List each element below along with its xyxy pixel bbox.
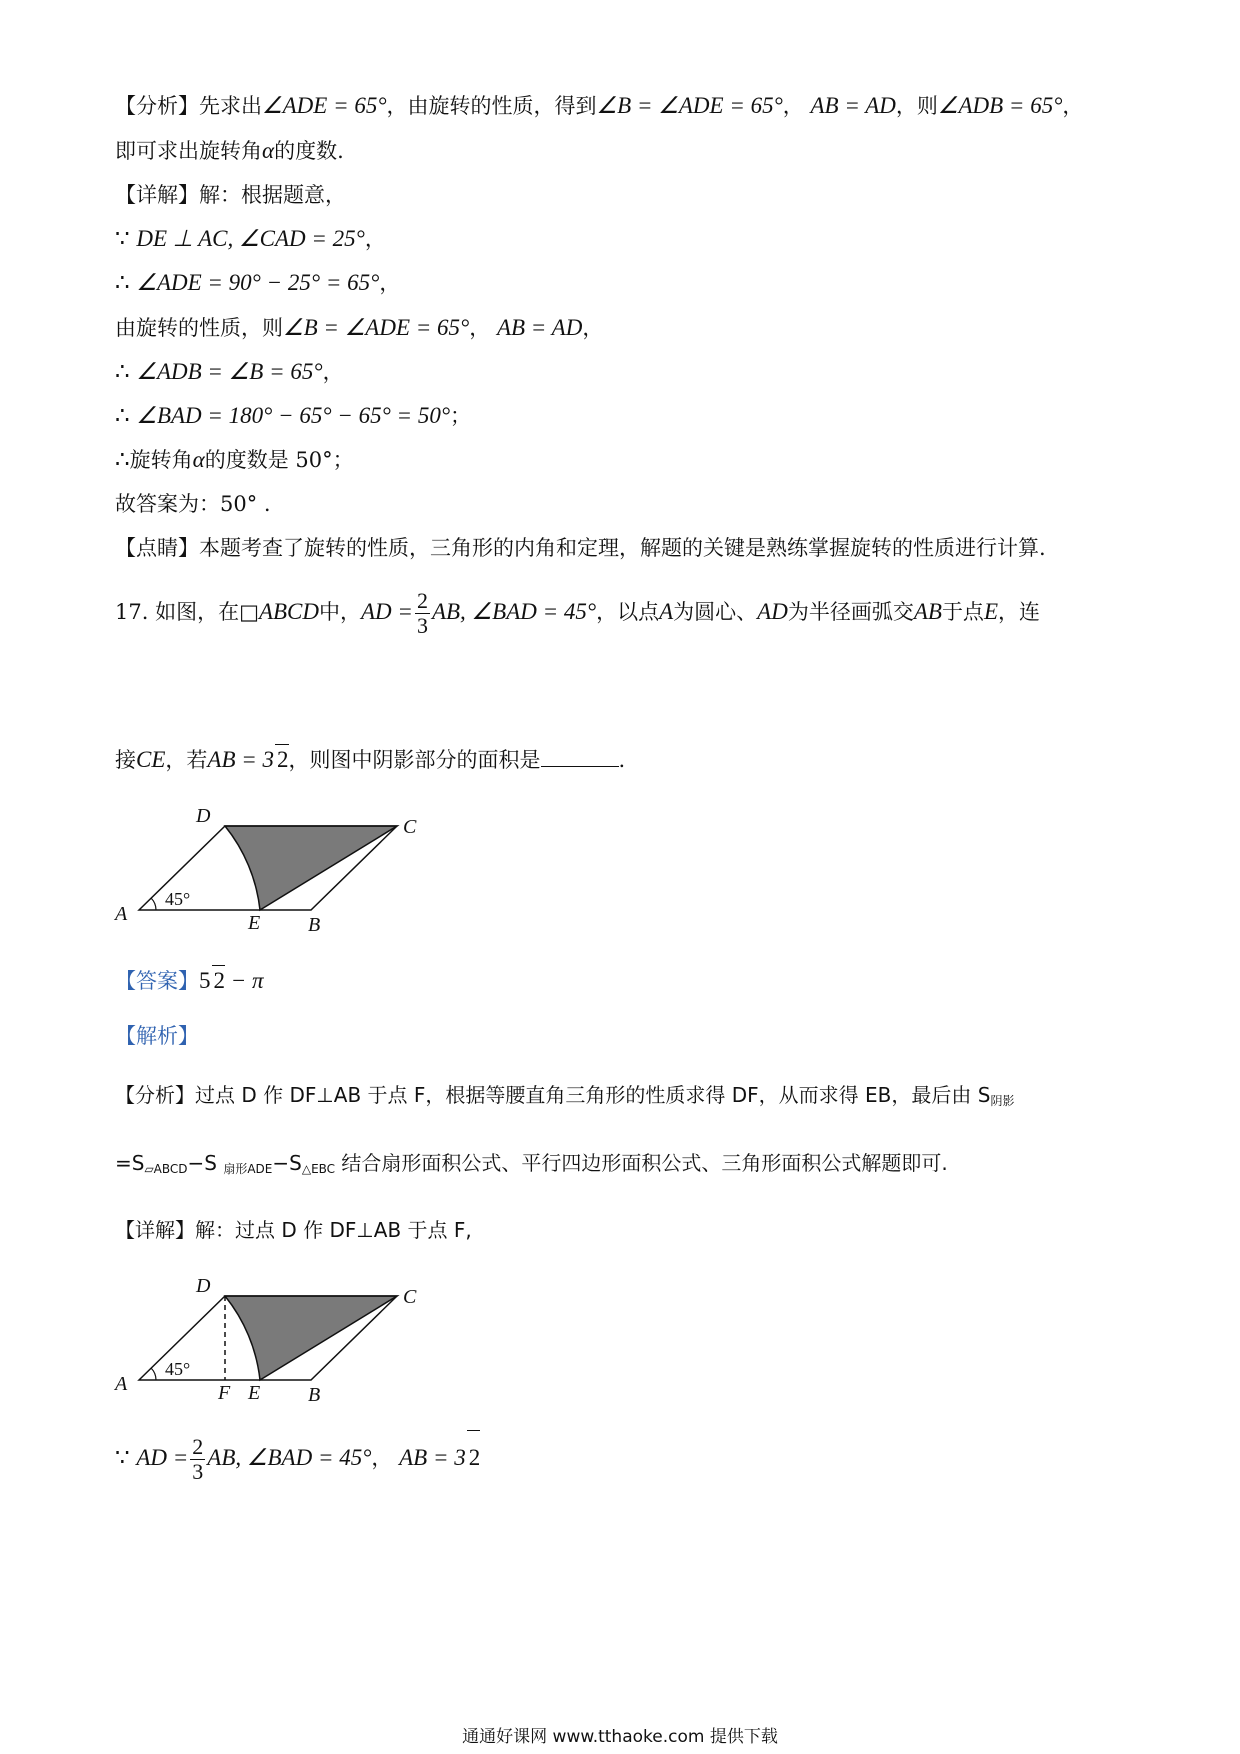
step-5: [115, 401, 471, 431]
math-ad: AD: [757, 599, 788, 624]
detail-tag: 【详解】: [115, 1218, 195, 1242]
frac-den: 3: [192, 1459, 204, 1484]
explain-detail: [115, 1215, 472, 1245]
q-text: ，则图中阴影部分的面积是: [288, 748, 541, 772]
because-symbol: ∵: [115, 1445, 130, 1470]
angle-arc: [151, 1368, 156, 1380]
question-17-line-2: [115, 744, 625, 775]
step-text: 旋转角: [129, 448, 193, 472]
analysis-text: 的度数.: [274, 139, 344, 163]
math-ab-eq: AB = 3: [399, 1445, 466, 1470]
step-text: 由旋转的性质，则: [115, 316, 283, 340]
comment-line: [115, 533, 1046, 563]
explain-analysis-1: [115, 1080, 1014, 1116]
answer-coef: 5: [199, 968, 211, 993]
label-c: C: [403, 1286, 417, 1308]
label-d: D: [196, 805, 211, 827]
final-answer-text: 故答案为：50° .: [115, 492, 271, 516]
shaded-region: [225, 1296, 397, 1380]
punct: .: [618, 748, 626, 772]
math-step-3b: AB = AD: [496, 315, 583, 340]
math-a: A: [659, 599, 674, 624]
punct: ，: [469, 316, 491, 340]
parallelogram-figure-2: [110, 1270, 430, 1410]
punct: ，: [371, 1446, 393, 1470]
formula-part: −S: [187, 1151, 224, 1175]
detail-line: [115, 180, 346, 210]
punct: ，: [364, 227, 386, 251]
sqrt-value: 2: [275, 744, 289, 775]
analysis-text: 结合扇形面积公式、平行四边形面积公式、三角形面积公式解题即可.: [335, 1151, 948, 1175]
label-d: D: [196, 1275, 211, 1297]
subscript-abcd: ▱ABCD: [144, 1162, 188, 1176]
q-text: ，连: [998, 600, 1040, 624]
punct: ，: [379, 271, 401, 295]
frac-num: 2: [192, 1434, 204, 1459]
punct: ，: [782, 94, 804, 118]
label-a: A: [115, 903, 128, 925]
frac-den: 3: [416, 613, 428, 638]
punct: ，: [1062, 94, 1084, 118]
because-symbol: ∵: [115, 226, 130, 251]
detail-tag: 【详解】: [115, 183, 199, 207]
answer-tag: 【答案】: [115, 969, 199, 993]
step-4: [115, 357, 344, 387]
math-ab-eq: AB = 3: [207, 747, 275, 772]
label-b: B: [308, 914, 321, 936]
shaded-region: [225, 826, 397, 910]
because-condition-line: [115, 1430, 480, 1485]
q-text: 于点: [941, 600, 984, 624]
detail-text: 解：过点 D 作 DF⊥AB 于点 F,: [195, 1218, 472, 1242]
math-step-4: ∠ADB = ∠B = 65°: [136, 359, 323, 384]
explain-analysis-2: [115, 1148, 948, 1184]
step-6: [115, 445, 354, 475]
math-condition: AB, ∠BAD = 45°: [207, 1445, 372, 1470]
step-2: [115, 268, 400, 298]
subscript-sector: 扇形ADE: [223, 1162, 273, 1176]
question-17-line-1: [115, 585, 1040, 639]
fraction-two-thirds: [415, 589, 430, 638]
math-condition: AB, ∠BAD = 45°: [431, 599, 597, 624]
explain-tag-line: [115, 1021, 199, 1051]
math-step-1: DE ⊥ AC, ∠CAD = 25°: [136, 226, 365, 251]
label-e: E: [248, 912, 261, 934]
sqrt-value: 2: [467, 1430, 481, 1485]
math-adb: ∠ADB = 65°: [937, 93, 1063, 118]
angle-label: 45°: [165, 1359, 191, 1379]
q-text: 中，: [319, 600, 361, 624]
label-e: E: [248, 1382, 261, 1404]
q-text: 为圆心、: [673, 600, 758, 624]
math-step-2: ∠ADE = 90° − 25° = 65°: [136, 270, 380, 295]
analysis-text: 先求出: [199, 94, 262, 118]
punct: ，: [582, 316, 604, 340]
q-text: 如图，在□: [155, 600, 259, 624]
analysis-line-2: [115, 136, 344, 166]
formula-part: =S: [115, 1151, 145, 1175]
math-alpha: α: [262, 138, 275, 163]
math-ade: ∠ADE = 65°: [262, 93, 387, 118]
subscript-ebc: △EBC: [301, 1162, 336, 1176]
math-ab-ad: AB = AD: [810, 93, 896, 118]
step-7: [115, 489, 271, 519]
explain-tag: 【解析】: [115, 1024, 199, 1048]
subscript-shadow: 阴影: [990, 1094, 1015, 1108]
analysis-text: 即可求出旋转角: [115, 139, 262, 163]
q-text: ，以点: [596, 600, 660, 624]
label-a: A: [115, 1373, 128, 1395]
analysis-text: ，则: [895, 94, 938, 118]
detail-text: 解：根据题意，: [199, 183, 346, 207]
label-f: F: [218, 1382, 231, 1404]
comment-text: 本题考查了旋转的性质，三角形的内角和定理，解题的关键是熟练掌握旋转的性质进行计算.: [199, 536, 1046, 560]
therefore-symbol: ∴: [115, 403, 130, 428]
angle-arc: [151, 898, 156, 910]
therefore-symbol: ∴: [115, 359, 130, 384]
analysis-tag: 【分析】: [115, 94, 199, 118]
punct: ；: [450, 404, 472, 428]
math-e: E: [983, 599, 998, 624]
question-number: 17.: [115, 600, 149, 624]
label-c: C: [403, 816, 417, 838]
therefore-symbol: ∴: [115, 447, 130, 472]
q-text: ，若: [165, 748, 208, 772]
q-text: 接: [115, 748, 136, 772]
step-3: [115, 313, 603, 343]
comment-tag: 【点睛】: [115, 536, 199, 560]
frac-num: 2: [416, 588, 428, 613]
answer-line: [115, 965, 264, 996]
answer-sqrt: 2: [212, 965, 226, 996]
math-ce: CE: [136, 747, 166, 772]
math-ab: AB: [913, 599, 942, 624]
analysis-line-1: [115, 91, 1083, 121]
fraction-two-thirds: [190, 1435, 205, 1484]
math-step-3: ∠B = ∠ADE = 65°: [283, 315, 470, 340]
answer-blank: [541, 746, 619, 767]
therefore-symbol: ∴: [115, 270, 130, 295]
math-ad-eq: AD =: [361, 599, 413, 624]
math-b-ade: ∠B = ∠ADE = 65°: [596, 93, 783, 118]
angle-label: 45°: [165, 889, 191, 909]
q-text: 为半径画弧交: [787, 600, 914, 624]
punct: ，: [322, 360, 344, 384]
math-alpha: α: [192, 447, 205, 472]
math-abcd: ABCD: [258, 599, 319, 624]
page-footer: 通通好课网 www.tthaoke.com 提供下载: [462, 1727, 778, 1747]
analysis-text: ，由旋转的性质，得到: [386, 94, 597, 118]
analysis-text: 过点 D 作 DF⊥AB 于点 F，根据等腰直角三角形的性质求得 DF，从而求得 EB，最后由 S: [195, 1083, 991, 1107]
analysis-tag: 【分析】: [115, 1083, 195, 1107]
label-b: B: [308, 1384, 321, 1406]
answer-pi: − π: [225, 968, 264, 993]
step-text: 的度数是 50°；: [204, 448, 354, 472]
parallelogram-figure-1: [110, 800, 430, 940]
step-1: [115, 224, 386, 254]
math-ad-eq: AD =: [136, 1445, 189, 1470]
formula-part: −S: [272, 1151, 302, 1175]
math-step-5: ∠BAD = 180° − 65° − 65° = 50°: [136, 403, 451, 428]
